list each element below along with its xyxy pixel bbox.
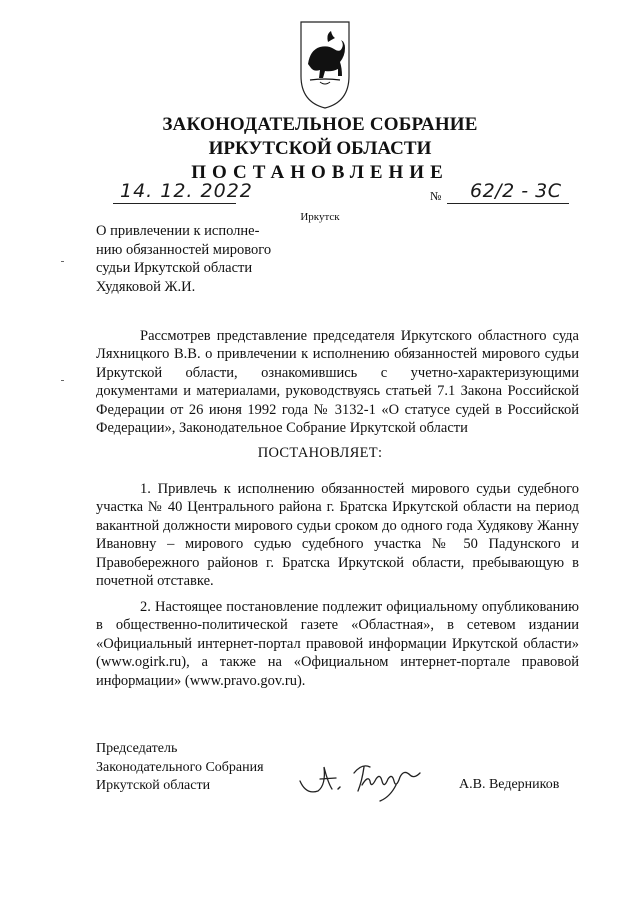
signatory-title-line: Законодательного Собрания	[96, 759, 264, 775]
clause-2-paragraph: 2. Настоящее постановление подлежит официальному опубликованию в общественно-политической газете «Областная», в сетевом издании «Официальный интернет-портал правовой информации Иркутской области» (www.ogirk.ru), а также на «Официальном интернет-портале правовой информации» (www.pravo.gov.ru).	[96, 599, 579, 689]
clause-1-paragraph: 1. Привлечь к исполнению обязанностей мирового судьи судебного участка № 40 Центрального района г. Братска Иркутской области на период вакантной должности мирового судьи сроком до одного года Худякову Жанну Ивановну – мирового судью судебного участка № 50 Падунского и Правобережного районов г. Братска Иркутской области, пребывающую в почетной отставке.	[96, 481, 579, 590]
margin-mark	[61, 380, 64, 381]
document-number: 62/2 - 3С	[470, 180, 562, 202]
margin-mark	[61, 261, 64, 262]
decree-heading: ПОСТАНОВЛЯЕТ:	[257, 445, 383, 461]
region-name: ИРКУТСКОЙ ОБЛАСТИ	[208, 138, 432, 159]
subject-line: судьи Иркутской области	[96, 260, 253, 276]
city-name: Иркутск	[300, 211, 340, 223]
document-type-title: ПОСТАНОВЛЕНИЕ	[191, 162, 449, 183]
handwritten-signature-icon	[296, 745, 446, 805]
signatory-name: А.В. Ведерников	[459, 777, 560, 792]
subject-line: нию обязанностей мирового	[96, 241, 272, 258]
signatory-title-line: Председатель	[96, 741, 178, 756]
preamble-paragraph: Рассмотрев представление председателя Иркутского областного суда Ляхницкого В.В. о привлечении к исполнению обязанностей мирового судьи Иркутской области, ознакомившись с учетно-характеризующими документами и материалами, руководствуясь статьей 7.1 Закона Российской Федерации от 26 июня 1992 года № 3132-1 «О статусе судей в Российской Федерации», Законодательное Собрание Иркутской области	[96, 328, 579, 437]
document-subject	[96, 222, 286, 296]
signatory-title	[96, 740, 264, 796]
document-date: 14. 12. 2022	[120, 180, 253, 202]
subject-line: Худяковой Ж.И.	[96, 278, 196, 295]
irkutsk-coat-of-arms-icon	[298, 20, 352, 110]
subject-line: О привлечении к исполне-	[96, 223, 260, 239]
number-sign: №	[430, 189, 442, 203]
signatory-title-line: Иркутской области	[96, 778, 211, 793]
assembly-name: ЗАКОНОДАТЕЛЬНОЕ СОБРАНИЕ	[162, 114, 478, 135]
number-underline	[447, 203, 569, 204]
date-underline	[113, 203, 236, 204]
